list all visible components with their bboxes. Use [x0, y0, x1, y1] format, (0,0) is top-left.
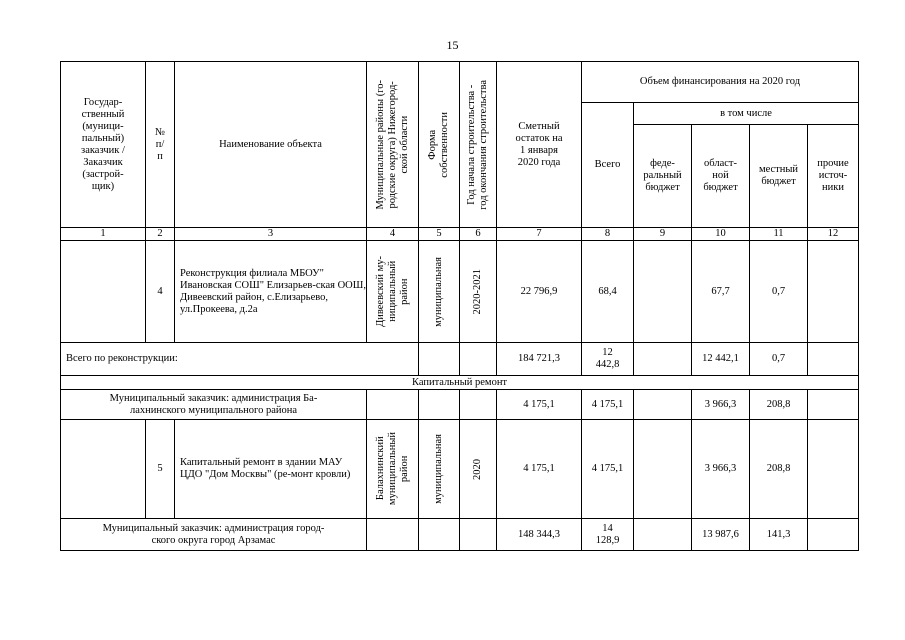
object-other: [808, 241, 859, 343]
header-ownership: Форма собственности: [419, 62, 460, 228]
header-other: прочие источ- ники: [808, 125, 859, 228]
object-number: 5: [146, 420, 175, 519]
cell-empty: [419, 519, 460, 551]
col-number: 8: [582, 228, 634, 241]
cell-empty: [634, 519, 692, 551]
object-number: 4: [146, 241, 175, 343]
col-number: 3: [175, 228, 367, 241]
cell-empty: [634, 343, 692, 376]
cell-empty: [367, 519, 419, 551]
header-object-name: Наименование объекта: [175, 62, 367, 228]
table-row: [61, 420, 859, 519]
col-number: 10: [692, 228, 750, 241]
object-name: Капитальный ремонт в здании МАУ ЦДО "Дом Москвы" (ре-монт кровли): [175, 420, 367, 519]
col-number: 6: [460, 228, 497, 241]
customer-local: 141,3: [750, 519, 808, 551]
table-row-customer: [61, 390, 859, 420]
col-number: 7: [497, 228, 582, 241]
object-federal: [634, 420, 692, 519]
header-regional: област- ной бюджет: [692, 125, 750, 228]
cell-empty: [419, 343, 460, 376]
cell-empty: [808, 343, 859, 376]
total-total: 12 442,8: [582, 343, 634, 376]
customer-balance: 4 175,1: [497, 390, 582, 420]
table-row-customer: [61, 519, 859, 551]
col-number: 2: [146, 228, 175, 241]
col-number: 5: [419, 228, 460, 241]
page-number: 15: [446, 38, 459, 52]
cell-empty: [634, 390, 692, 420]
header-local: местный бюджет: [750, 125, 808, 228]
customer-label: Муниципальный заказчик: администрация Ба- лахнинского муниципального района: [61, 390, 367, 420]
cell-empty: [460, 343, 497, 376]
total-regional: 12 442,1: [692, 343, 750, 376]
cell-empty: [419, 390, 460, 420]
customer-regional: 13 987,6: [692, 519, 750, 551]
object-district: Балахнинский муниципальный район: [367, 420, 419, 519]
object-balance: 22 796,9: [497, 241, 582, 343]
header-years: Год начала строительства - год окончания строительства: [460, 62, 497, 228]
object-regional: 3 966,3: [692, 420, 750, 519]
header-districts: Муниципальные районы (го- родские округа) Нижегород- ской области: [367, 62, 419, 228]
total-local: 0,7: [750, 343, 808, 376]
customer-local: 208,8: [750, 390, 808, 420]
cell-empty: [460, 390, 497, 420]
object-local: 0,7: [750, 241, 808, 343]
col-number: 4: [367, 228, 419, 241]
cell-empty: [61, 420, 146, 519]
cell-empty: [367, 390, 419, 420]
header-num: № п/ п: [146, 62, 175, 228]
section-row: [61, 376, 859, 390]
object-years: 2020: [460, 420, 497, 519]
object-ownership: муниципальная: [419, 420, 460, 519]
object-regional: 67,7: [692, 241, 750, 343]
table-row: [61, 241, 859, 343]
object-total: 68,4: [582, 241, 634, 343]
col-number: 9: [634, 228, 692, 241]
cell-empty: [460, 519, 497, 551]
object-other: [808, 420, 859, 519]
financing-table: [60, 61, 859, 551]
object-district: Дивеевский му- ниципальный район: [367, 241, 419, 343]
object-name: Реконструкция филиала МБОУ" Ивановская СОШ" Елизарьев-ская ООШ, Дивеевский район, с.Елизарьево, ул.Прокеева, д.2а: [175, 241, 367, 343]
object-ownership: муниципальная: [419, 241, 460, 343]
total-label: Всего по реконструкции:: [61, 343, 419, 376]
section-title: Капитальный ремонт: [61, 376, 859, 390]
object-years: 2020-2021: [460, 241, 497, 343]
header-balance: Сметный остаток на 1 января 2020 года: [497, 62, 582, 228]
col-number: 1: [61, 228, 146, 241]
object-federal: [634, 241, 692, 343]
customer-total: 14 128,9: [582, 519, 634, 551]
col-number: 11: [750, 228, 808, 241]
object-balance: 4 175,1: [497, 420, 582, 519]
total-balance: 184 721,3: [497, 343, 582, 376]
header-funding: Объем финансирования на 2020 год: [582, 62, 859, 103]
customer-balance: 148 344,3: [497, 519, 582, 551]
cell-empty: [61, 241, 146, 343]
header-customer: Государ- ственный (муници- пальный) заказчик / Заказчик (застрой- щик): [61, 62, 146, 228]
customer-total: 4 175,1: [582, 390, 634, 420]
cell-empty: [808, 390, 859, 420]
header-including: в том числе: [634, 103, 859, 125]
cell-empty: [808, 519, 859, 551]
customer-label: Муниципальный заказчик: администрация город- ского округа город Арзамас: [61, 519, 367, 551]
header-federal: феде- ральный бюджет: [634, 125, 692, 228]
table-row-total: [61, 343, 859, 376]
header-total: Всего: [582, 103, 634, 228]
customer-regional: 3 966,3: [692, 390, 750, 420]
object-total: 4 175,1: [582, 420, 634, 519]
col-number: 12: [808, 228, 859, 241]
object-local: 208,8: [750, 420, 808, 519]
